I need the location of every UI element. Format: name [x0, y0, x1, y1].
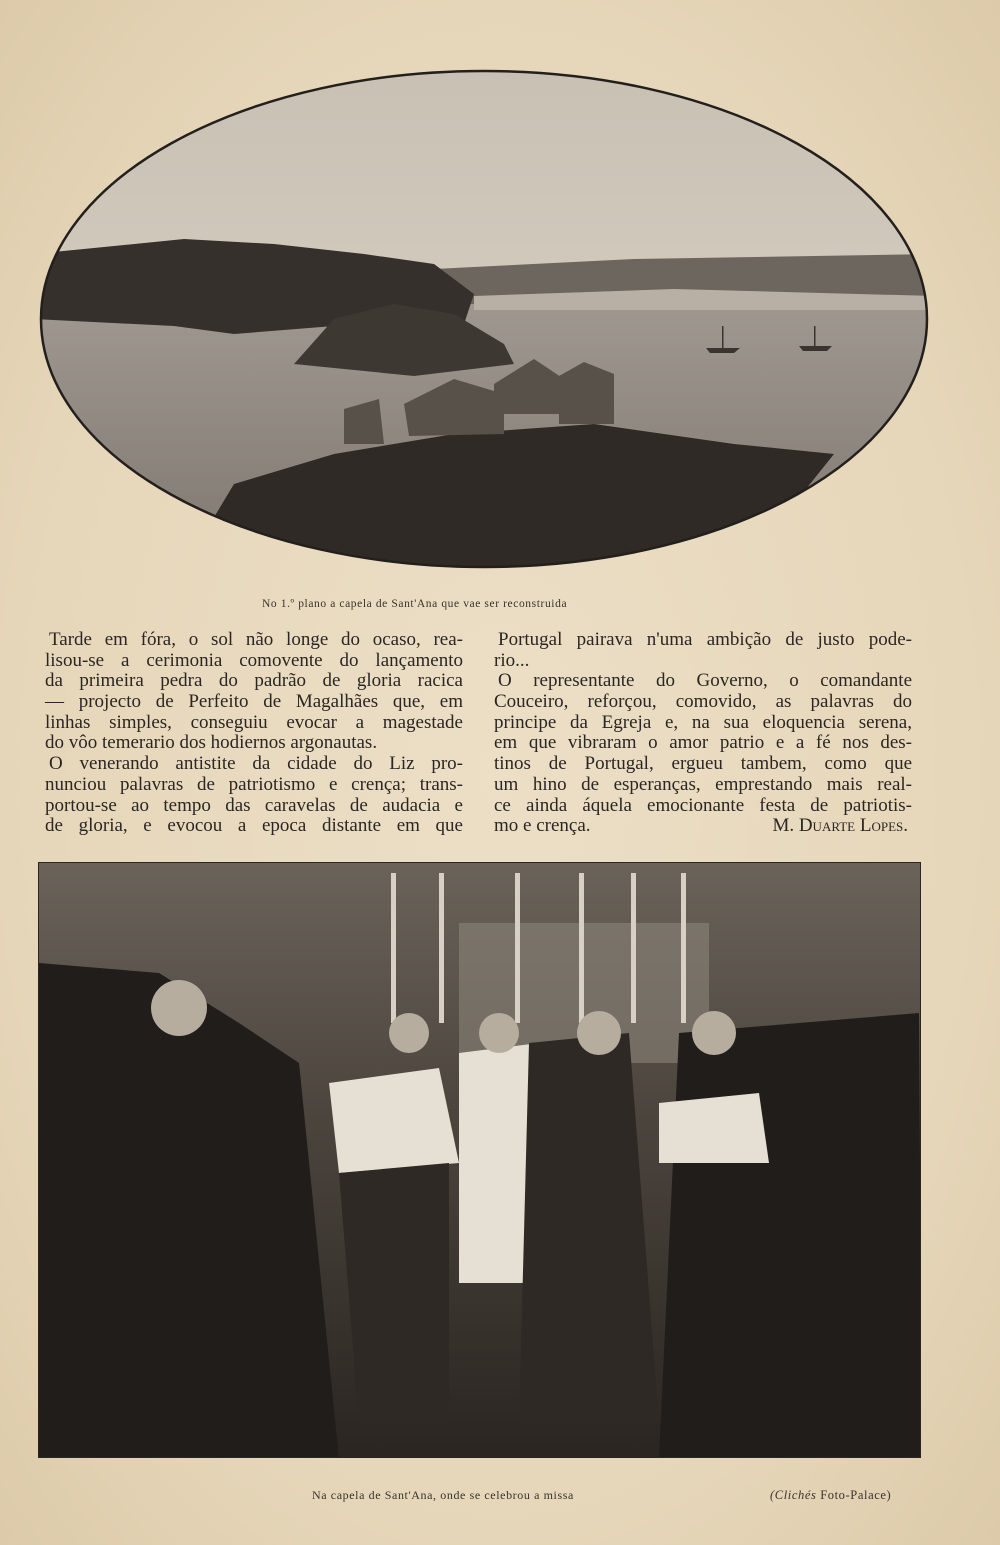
text-line: Portugal pairava n'uma ambição de justo pode-: [498, 629, 912, 650]
text-line: O representante do Governo, o comandante: [498, 670, 912, 692]
text-line: Tarde em fóra, o sol não longe do ocaso, rea-: [49, 629, 463, 650]
oval-landscape-photo: [34, 64, 934, 574]
text-line: tinos de Portugal, ergueu tambem, como que: [494, 753, 912, 775]
ceremony-photo-image: [39, 863, 921, 1458]
author-signature: M. Duarte Lopes.: [772, 815, 908, 836]
article-left-column: [45, 630, 463, 837]
text-line: — projecto de Perfeito de Magalhães que, em: [45, 691, 463, 713]
credit-studio: Foto-Palace): [820, 1488, 892, 1502]
top-photo-caption: No 1.º plano a capela de Sant'Ana que vae ser reconstruida: [262, 598, 568, 610]
text-line: do vôo temerario dos hodiernos argonautas.: [45, 732, 378, 754]
text-line: portou-se ao tempo das caravelas de audacia e: [45, 794, 463, 816]
article-right-column: [494, 630, 912, 816]
text-line: O venerando antistite da cidade do Liz pro-: [49, 753, 463, 775]
text-line: ce ainda áquela emocionante festa de patriotis-: [494, 794, 912, 816]
text-line: Couceiro, reforçou, comovido, as palavras do: [494, 691, 912, 713]
ceremony-photo: [38, 862, 921, 1458]
article-closing-line: [494, 816, 912, 837]
text-line: rio...: [494, 649, 530, 671]
photo-credit: [770, 1488, 891, 1503]
text-line: nunciou palavras de patriotismo e crença; trans-: [45, 773, 463, 795]
text-line: linhas simples, conseguiu evocar a magestade: [45, 711, 463, 733]
text-line: da primeira pedra do padrão de gloria racica: [45, 670, 463, 692]
text-line: principe da Egreja e, na sua eloquencia serena,: [494, 711, 912, 733]
closing-text: mo e crença.: [494, 815, 591, 836]
bottom-photo-caption: Na capela de Sant'Ana, onde se celebrou a missa: [312, 1488, 574, 1502]
credit-cliches: (Clichés: [770, 1488, 817, 1502]
text-line: de gloria, e evocou a epoca distante em que: [45, 815, 463, 837]
text-line: em que vibraram o amor patrio e a fé nos des-: [494, 732, 912, 754]
text-line: lisou-se a cerimonia comovente do lançamento: [45, 649, 463, 671]
text-line: um hino de esperanças, emprestando mais real-: [494, 773, 912, 795]
